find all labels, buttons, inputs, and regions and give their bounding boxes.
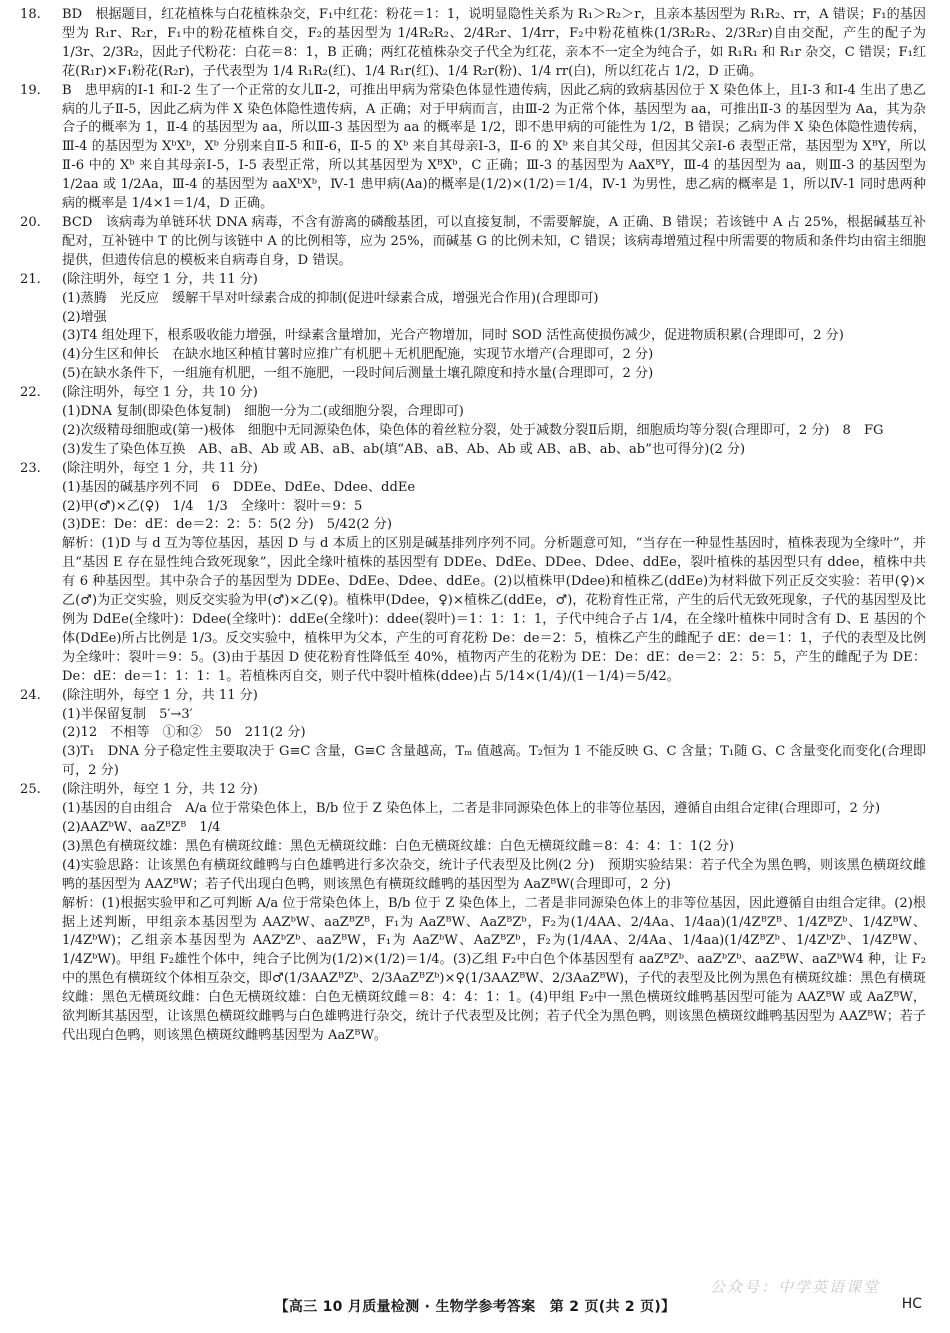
answer-line: (1)蒸腾 光反应 缓解干旱对叶绿素合成的抑制(促进叶绿素合成，增强光合作用)(合理即可): [62, 290, 599, 306]
page-footer: [0, 1296, 950, 1320]
answer-line: (3)发生了染色体互换 AB、aB、Ab 或 AB、aB、ab(填“AB、aB、Ab、Ab 或 AB、aB、ab、ab”也可得分)(2 分): [62, 441, 746, 457]
answer-document: [20, 6, 926, 1046]
answer-item: [20, 6, 926, 82]
answer-line: (1)基因的碱基序列不同 6 DDEe、DdEe、Ddee、ddEe: [62, 479, 416, 495]
answer-line: (3)DE：De：dE：de＝2：2：5：5(2 分) 5/42(2 分): [62, 517, 393, 533]
answer-line: (3)黑色有横斑纹雄：黑色有横斑纹雌：黑色无横斑纹雌：白色无横斑纹雄：白色无横斑纹雌＝8：4：4：1：1(2 分): [62, 838, 735, 854]
answer-item: [20, 82, 926, 214]
question-number: 20.: [20, 214, 41, 230]
question-number: 25.: [20, 782, 41, 798]
answer-line: (1)DNA 复制(即染色体复制) 细胞一分为二(或细胞分裂，合理即可): [62, 404, 464, 420]
footer-code: HC: [901, 1296, 922, 1312]
watermark-text: 公众号：中学英语课堂: [709, 1278, 880, 1296]
answer-item: [20, 214, 926, 271]
answer-line: (2)12 不相等 ①和② 50 211(2 分): [62, 725, 306, 741]
answer-line: (2)甲(♂)×乙(♀) 1/4 1/3 全缘叶：裂叶＝9：5: [62, 498, 363, 514]
answer-line: (除注明外，每空 1 分，共 10 分): [62, 385, 258, 401]
question-number: 23.: [20, 460, 41, 476]
footer-title: 【高三 10 月质量检测 · 生物学参考答案 第 2 页(共 2 页)】: [274, 1299, 676, 1315]
answer-line: 解析：(1)根据实验甲和乙可判断 A/a 位于常染色体上，B/b 位于 Z 染色体上，二者是非同源染色体上的非等位基因，因此遵循自由组合定律。(2)根据上述判断，甲组亲本基因型为 AAZᵇW、aaZᴮZᴮ，F₁为 AaZᴮW、AaZᴮZᵇ，F₂为(1/4AA、2/4Aa、1/4aa)(1/4ZᴮZᴮ、1/4ZᴮZᵇ、1/4ZᴮW、1/4ZᵇW)；乙组亲本基因型为 AAZᵇZᵇ、aaZᴮW，F₁为 AaZᵇW、AaZᴮZᵇ，F₂为(1/4AA、2/4Aa、1/4aa)(1/4ZᴮZᵇ、1/4ZᵇZᵇ、1/4ZᴮW、1/4ZᵇW)。甲组 F₂雄性个体中，纯合子比例为(1/2)×(1/2)＝1/4。(3)乙组 F₂中白色个体基因型有 aaZᴮZᵇ、aaZᵇZᵇ、aaZᴮW、aaZᵇW4 种，让 F₂中的黑色有横斑纹个体相互杂交，即♂(1/3AAZᴮZᵇ、2/3AaZᴮZᵇ)×♀(1/3AAZᴮW、2/3AaZᴮW)，子代的表型及比例为黑色有横斑纹雄：黑色有横斑纹雌：黑色无横斑纹雌：白色无横斑纹雄：白色无横斑纹雌＝8：4：4：1：1。(4)甲组 F₂中一黑色横斑纹雌鸭基因型可能为 AAZᴮW 或 AaZᴮW，欲判断其基因型，让该黑色横斑纹雌鸭与白色雄鸭进行杂交，统计子代表型及比例；若子代全为黑色鸭，则该黑色横斑纹雌鸭基因型为 AAZᴮW；若子代出现白色鸭，则该黑色横斑纹雌鸭基因型为 AaZᴮW。: [62, 895, 926, 1043]
answer-line: (除注明外，每空 1 分，共 12 分): [62, 782, 258, 798]
question-number: 19.: [20, 82, 41, 98]
question-number: 21.: [20, 271, 41, 287]
answer-line: 解析：(1)D 与 d 互为等位基因，基因 D 与 d 本质上的区别是碱基排列序列不同。分析题意可知，“当存在一种显性基因时，植株表现为全缘叶”，并且“基因 E 存在显性纯合致死现象”，因此全缘叶植株的基因型有 DDEe、DdEe、DDee、Ddee、ddEe，裂叶植株的基因型只有 ddee，植株中共有 6 种基因型。其中杂合子的基因型为 DDEe、DdEe、Ddee、ddEe。(2)以植株甲(Ddee)和植株乙(ddEe)为材料做下列正反交实验：若甲(♀)×乙(♂)为正交实验，则反交实验为甲(♂)×乙(♀)。植株甲(Ddee，♀)×植株乙(ddEe，♂)，花粉育性正常，产生的后代无致死现象，子代的基因型及比例为 DdEe(全缘叶)：Ddee(全缘叶)：ddEe(全缘叶)：ddee(裂叶)＝1：1：1：1，子代中纯合子占 1/4，在全缘叶植株中同时含有 D、E 基因的个体(DdEe)所占比例是 1/3。反交实验中，植株甲为父本，产生的可育花粉 De：de＝2：5，植株乙产生的雌配子 dE：de＝1：1，子代的表型及比例为全缘叶：裂叶＝9：5。(3)由于基因 D 使花粉育性降低至 40%，植物丙产生的花粉为 DE：De：dE：de＝2：2：5：5，产生的雌配子为 DE：De：dE：de＝1：1：1：1。若植株丙自交，则子代中裂叶植株(ddee)占 5/14×(1/4)/(1－1/4)＝5/42。: [62, 536, 926, 684]
answer-line: (1)半保留复制 5′→3′: [62, 706, 193, 722]
answer-line: (5)在缺水条件下，一组施有机肥，一组不施肥，一段时间后测量土壤孔隙度和持水量(合理即可，2 分): [62, 366, 654, 382]
answer-line: (1)基因的自由组合 A/a 位于常染色体上，B/b 位于 Z 染色体上，二者是非同源染色体上的非等位基因，遵循自由组合定律(合理即可，2 分): [62, 801, 881, 817]
answer-line: B 患甲病的Ⅰ-1 和Ⅰ-2 生了一个正常的女儿Ⅱ-2，可推出甲病为常染色体显性遗传病，因此乙病的致病基因位于 X 染色体上，且Ⅰ-3 和Ⅰ-4 生出了患乙病的儿子Ⅱ-5，因此乙病为伴 X 染色体隐性遗传病，A 正确；对于甲病而言，由Ⅲ-2 为正常个体，基因型为 aa，可推出Ⅱ-3 的基因型为 Aa，其为杂合子的概率为 1，Ⅱ-4 的基因型为 aa，所以Ⅲ-3 基因型为 aa 的概率是 1/2，即不患甲病的可能性为 1/2，B 错误；乙病为伴 X 染色体隐性遗传病，Ⅲ-4 的基因型为 XᵇXᵇ，Xᵇ 分别来自Ⅱ-5 和Ⅱ-6，Ⅱ-5 的 Xᵇ 来自其母亲Ⅰ-3，Ⅱ-6 的 Xᵇ 来自其父母，但因其父亲Ⅰ-6 表型正常，基因型为 XᴮY，所以Ⅱ-6 中的 Xᵇ 来自其母亲Ⅰ-5，Ⅰ-5 表型正常，所以其基因型为 XᴮXᵇ，C 正确；Ⅲ-3 的基因型为 AaXᴮY，Ⅲ-4 的基因型为 aa，则Ⅲ-3 的基因型为 1/2aa 或 1/2Aa，Ⅲ-4 的基因型为 aaXᵇXᵇ，Ⅳ-1 患甲病(Aa)的概率是(1/2)×(1/2)＝1/4，Ⅳ-1 为男性，患乙病的概率是 1，所以Ⅳ-1 同时患两种病的概率是 1/4×1＝1/4，D 正确。: [62, 82, 926, 212]
answer-line: (2)增强: [62, 309, 107, 325]
answer-item: [20, 781, 926, 1046]
answer-item: [20, 460, 926, 687]
answer-line: (除注明外，每空 1 分，共 11 分): [62, 460, 258, 476]
question-number: 24.: [20, 687, 41, 703]
question-number: 18.: [20, 7, 41, 22]
answer-item: [20, 271, 926, 384]
answer-line: (除注明外，每空 1 分，共 11 分): [62, 271, 258, 287]
answer-item: [20, 687, 926, 782]
answer-line: BCD 该病毒为单链环状 DNA 病毒，不含有游离的磷酸基团，可以直接复制，不需要解旋，A 正确、B 错误；若该链中 A 占 25%，根据碱基互补配对，互补链中 T 的比例与该链中 A 的比例相等，应为 25%，而碱基 G 的比例未知，C 错误；该病毒增殖过程中所需要的物质和条件均由宿主细胞提供，但遗传信息的模板来自病毒自身，D 错误。: [62, 214, 926, 268]
answer-line: (除注明外，每空 1 分，共 11 分): [62, 687, 258, 703]
answer-item: [20, 384, 926, 460]
answer-line: (3)T4 组处理下，根系吸收能力增强，叶绿素含量增加，光合产物增加，同时 SOD 活性高使损伤减少，促进物质积累(合理即可，2 分): [62, 328, 844, 344]
answer-line: (4)分生区和伸长 在缺水地区种植甘薯时应推广有机肥＋无机肥配施，实现节水增产(合理即可，2 分): [62, 347, 654, 363]
answer-line: (4)实验思路：让该黑色有横斑纹雌鸭与白色雄鸭进行多次杂交，统计子代表型及比例(2 分) 预期实验结果：若子代全为黑色鸭，则该黑色横斑纹雌鸭的基因型为 AAZᴮW；若子代出现白色鸭，则该黑色有横斑纹雌鸭的基因型为 AaZᴮW(合理即可，2 分): [62, 857, 926, 892]
answer-line: (2)AAZᵇW、aaZᴮZᴮ 1/4: [62, 819, 221, 835]
answer-line: BD 根据题目，红花植株与白花植株杂交，F₁中红花：粉花＝1：1，说明显隐性关系为 R₁＞R₂＞r，且亲本基因型为 R₁R₂、rr，A 错误；F₁的基因型为 R₁r、R₂r，F₁中的粉花植株自交，F₂的基因型为 1/4R₂R₂、2/4R₂r、1/4rr，F₂中粉花植株(1/3R₂R₂、2/3R₂r)自由交配，产生的配子为 1/3r、2/3R₂，因此子代粉花：白花＝8：1，B 正确；两红花植株杂交子代全为红花，亲本不一定全为纯合子，如 R₁R₁ 和 R₁r 杂交，C 错误；F₁红花(R₁r)×F₁粉花(R₂r)，子代表型为 1/4 R₁R₂(红)、1/4 R₁r(红)、1/4 R₂r(粉)、1/4 rr(白)，所以红花占 1/2，D 正确。: [62, 7, 926, 79]
answer-line: (3)T₁ DNA 分子稳定性主要取决于 G≡C 含量，G≡C 含量越高，Tₘ 值越高。T₂恒为 1 不能反映 G、C 含量；T₁随 G、C 含量变化而变化(合理即可，2 分): [62, 744, 926, 779]
question-number: 22.: [20, 385, 41, 401]
answer-line: (2)次级精母细胞或(第一)极体 细胞中无同源染色体，染色体的着丝粒分裂，处于减数分裂Ⅱ后期，细胞质均等分裂(合理即可，2 分) 8 FG: [62, 422, 884, 438]
